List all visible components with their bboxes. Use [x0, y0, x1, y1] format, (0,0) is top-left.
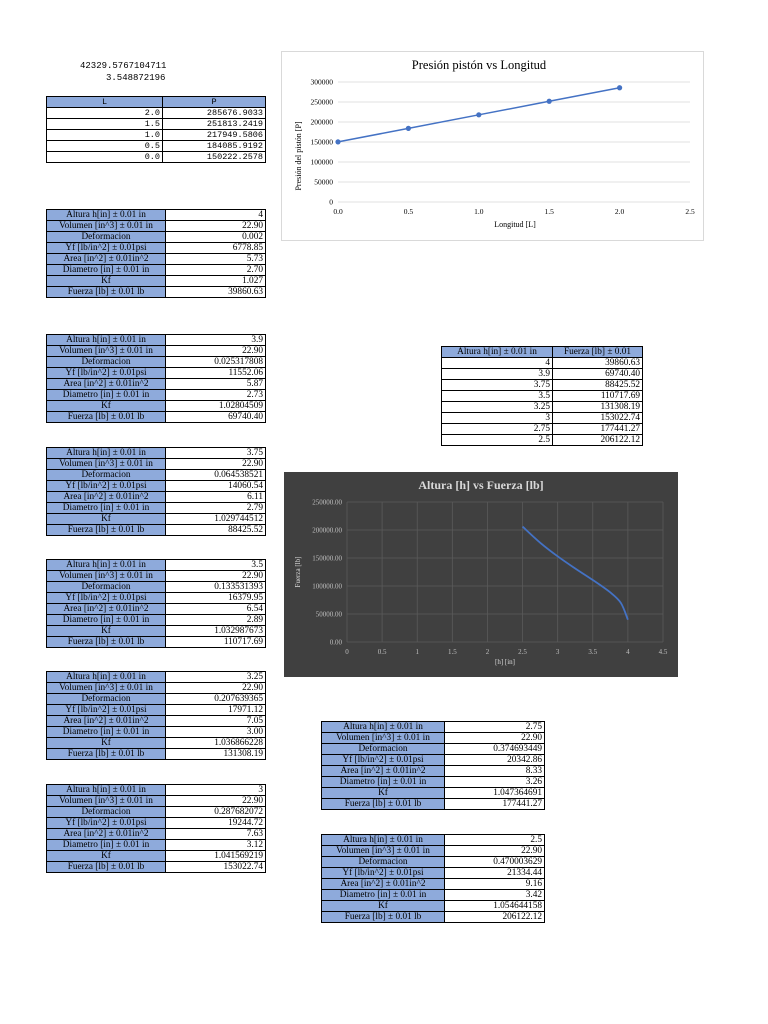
- row-label-volumen: Volumen [in^3] ± 0.01 in: [322, 733, 445, 744]
- y-tick-label: 0.00: [329, 638, 342, 647]
- parameter-block: [46, 447, 266, 536]
- cell-fuerza: 88425.52: [553, 380, 643, 391]
- presion-chart-svg: [282, 52, 703, 240]
- table-row: [47, 705, 266, 716]
- row-label-deformacion: Deformacion: [47, 232, 166, 243]
- row-label-yf: Yf [lb/in^2] ± 0.01psi: [47, 818, 166, 829]
- table-row: [47, 287, 266, 298]
- parameter-block: [46, 784, 266, 873]
- row-label-yf: Yf [lb/in^2] ± 0.01psi: [47, 593, 166, 604]
- lp-table: [46, 96, 266, 163]
- row-label-area: Area [in^2] ± 0.01in^2: [47, 254, 166, 265]
- row-label-kf: Kf: [322, 901, 445, 912]
- x-tick-label: 4: [626, 648, 630, 656]
- data-point: [335, 139, 340, 144]
- cell-fuerza: 131308.19: [553, 402, 643, 413]
- parameter-block: [46, 671, 266, 760]
- parameter-block: [46, 559, 266, 648]
- altura-fuerza-table: [441, 346, 643, 446]
- row-value-altura: 3.75: [166, 448, 266, 459]
- row-label-fuerza: Fuerza [lb] ± 0.01 lb: [47, 287, 166, 298]
- row-label-area: Area [in^2] ± 0.01in^2: [47, 492, 166, 503]
- row-value-deformacion: 0.207639365: [166, 694, 266, 705]
- fuerza-chart-svg: [284, 472, 678, 677]
- row-label-volumen: Volumen [in^3] ± 0.01 in: [47, 683, 166, 694]
- table-row: [47, 243, 266, 254]
- row-value-volumen: 22.90: [445, 846, 545, 857]
- row-value-area: 7.05: [166, 716, 266, 727]
- row-value-diametro: 3.00: [166, 727, 266, 738]
- y-tick-label: 100000.00: [312, 582, 342, 591]
- row-label-deformacion: Deformacion: [47, 582, 166, 593]
- row-value-yf: 16379.95: [166, 593, 266, 604]
- table-row: [47, 749, 266, 760]
- x-tick-label: 0.5: [377, 648, 387, 656]
- cell-fuerza: 206122.12: [553, 435, 643, 446]
- row-value-altura: 3.9: [166, 335, 266, 346]
- parameter-block: [321, 834, 545, 923]
- parameter-block: [46, 334, 266, 423]
- row-label-diametro: Diametro [in] ± 0.01 in: [322, 777, 445, 788]
- row-value-fuerza: 88425.52: [166, 525, 266, 536]
- row-label-fuerza: Fuerza [lb] ± 0.01 lb: [47, 637, 166, 648]
- row-value-altura: 3.5: [166, 560, 266, 571]
- table-row: [322, 766, 545, 777]
- row-value-volumen: 22.90: [166, 683, 266, 694]
- row-value-fuerza: 206122.12: [445, 912, 545, 923]
- x-tick-label: 0.0: [333, 207, 343, 216]
- table-row: [322, 755, 545, 766]
- y-tick-label: 250000.00: [312, 498, 342, 507]
- table-row: [47, 210, 266, 221]
- table-row: [47, 265, 266, 276]
- row-value-altura: 3: [166, 785, 266, 796]
- x-tick-label: 1: [415, 648, 419, 656]
- row-value-area: 6.54: [166, 604, 266, 615]
- row-label-altura: Altura h[in] ± 0.01 in: [322, 835, 445, 846]
- row-label-area: Area [in^2] ± 0.01in^2: [47, 716, 166, 727]
- row-label-fuerza: Fuerza [lb] ± 0.01 lb: [47, 525, 166, 536]
- cell-altura: 2.75: [442, 424, 553, 435]
- table-row: [47, 829, 266, 840]
- x-tick-label: 2: [485, 648, 490, 656]
- row-value-fuerza: 177441.27: [445, 799, 545, 810]
- x-tick-label: 0.5: [403, 207, 414, 216]
- table-row: [322, 777, 545, 788]
- x-axis-label: [h] [in]: [494, 658, 516, 666]
- y-tick-label: 0: [329, 197, 333, 207]
- row-value-volumen: 22.90: [166, 346, 266, 357]
- row-value-fuerza: 39860.63: [166, 287, 266, 298]
- row-label-diametro: Diametro [in] ± 0.01 in: [47, 265, 166, 276]
- row-label-deformacion: Deformacion: [47, 357, 166, 368]
- table-row: [47, 412, 266, 423]
- table-row: [47, 851, 266, 862]
- row-value-fuerza: 69740.40: [166, 412, 266, 423]
- y-axis-label: Presión del pistón [P]: [294, 121, 303, 191]
- chart-title: Presión pistón vs Longitud: [411, 58, 547, 72]
- y-tick-label: 200000.00: [312, 526, 342, 535]
- table-row: [442, 369, 643, 380]
- table-row: [47, 108, 266, 119]
- row-label-diametro: Diametro [in] ± 0.01 in: [47, 390, 166, 401]
- table-row: [47, 232, 266, 243]
- row-value-kf: 1.054644158: [445, 901, 545, 912]
- row-label-area: Area [in^2] ± 0.01in^2: [47, 604, 166, 615]
- row-label-kf: Kf: [47, 626, 166, 637]
- table-row: [322, 799, 545, 810]
- data-point: [406, 126, 411, 131]
- table-row: [47, 683, 266, 694]
- cell-fuerza: 39860.63: [553, 358, 643, 369]
- row-label-kf: Kf: [47, 851, 166, 862]
- row-label-altura: Altura h[in] ± 0.01 in: [47, 210, 166, 221]
- row-label-fuerza: Fuerza [lb] ± 0.01 lb: [47, 412, 166, 423]
- cell-altura: 3: [442, 413, 553, 424]
- cell-p: 285676.9033: [163, 108, 266, 119]
- x-tick-label: 3.5: [588, 648, 598, 656]
- row-value-deformacion: 0.374693449: [445, 744, 545, 755]
- row-value-diametro: 3.12: [166, 840, 266, 851]
- table-row: [442, 391, 643, 402]
- row-value-altura: 2.5: [445, 835, 545, 846]
- row-label-volumen: Volumen [in^3] ± 0.01 in: [47, 796, 166, 807]
- table-row: [47, 637, 266, 648]
- chart-title: Altura [h] vs Fuerza [lb]: [418, 478, 544, 492]
- row-label-fuerza: Fuerza [lb] ± 0.01 lb: [322, 912, 445, 923]
- table-row: [47, 346, 266, 357]
- row-label-deformacion: Deformacion: [47, 470, 166, 481]
- cell-altura: 3.9: [442, 369, 553, 380]
- row-label-altura: Altura h[in] ± 0.01 in: [47, 448, 166, 459]
- cell-l: 0.5: [47, 141, 163, 152]
- table-row: [47, 525, 266, 536]
- cell-altura: 3.25: [442, 402, 553, 413]
- row-label-volumen: Volumen [in^3] ± 0.01 in: [47, 221, 166, 232]
- row-label-kf: Kf: [47, 276, 166, 287]
- row-value-deformacion: 0.002: [166, 232, 266, 243]
- row-value-kf: 1.027: [166, 276, 266, 287]
- row-value-yf: 20342.86: [445, 755, 545, 766]
- table-row: [47, 807, 266, 818]
- y-tick-label: 250000: [310, 97, 333, 107]
- x-tick-label: 1.5: [447, 648, 457, 656]
- row-value-yf: 6778.85: [166, 243, 266, 254]
- row-label-deformacion: Deformacion: [47, 807, 166, 818]
- table-row: [322, 857, 545, 868]
- table-row: [322, 846, 545, 857]
- cell-altura: 4: [442, 358, 553, 369]
- row-label-diametro: Diametro [in] ± 0.01 in: [47, 727, 166, 738]
- row-value-yf: 11552.06: [166, 368, 266, 379]
- row-value-area: 7.63: [166, 829, 266, 840]
- cell-p: 150222.2578: [163, 152, 266, 163]
- table-row: [442, 358, 643, 369]
- table-row: [47, 254, 266, 265]
- row-label-kf: Kf: [322, 788, 445, 799]
- column-header-fuerza: Fuerza [lb] ± 0.01: [553, 347, 643, 358]
- table-row: [47, 560, 266, 571]
- row-label-altura: Altura h[in] ± 0.01 in: [47, 335, 166, 346]
- table-row: [47, 503, 266, 514]
- row-value-deformacion: 0.025317808: [166, 357, 266, 368]
- row-value-kf: 1.032987673: [166, 626, 266, 637]
- table-row: [47, 593, 266, 604]
- cell-altura: 3.75: [442, 380, 553, 391]
- y-axis-label: Fuerza [lb]: [294, 556, 302, 588]
- row-value-volumen: 22.90: [166, 459, 266, 470]
- row-label-kf: Kf: [47, 514, 166, 525]
- row-value-yf: 14060.54: [166, 481, 266, 492]
- table-row: [47, 481, 266, 492]
- table-row: [47, 357, 266, 368]
- row-value-diametro: 2.73: [166, 390, 266, 401]
- table-row: [322, 733, 545, 744]
- row-label-kf: Kf: [47, 738, 166, 749]
- table-row: [47, 604, 266, 615]
- row-label-volumen: Volumen [in^3] ± 0.01 in: [47, 571, 166, 582]
- row-label-deformacion: Deformacion: [322, 744, 445, 755]
- table-row: [47, 459, 266, 470]
- table-row: [47, 738, 266, 749]
- table-row: [47, 470, 266, 481]
- column-header-l: L: [47, 97, 163, 108]
- table-row: [47, 571, 266, 582]
- row-label-altura: Altura h[in] ± 0.01 in: [47, 785, 166, 796]
- row-value-kf: 1.047364691: [445, 788, 545, 799]
- fuerza-chart[interactable]: [284, 472, 678, 677]
- cell-altura: 3.5: [442, 391, 553, 402]
- presion-chart[interactable]: [281, 51, 704, 241]
- row-value-yf: 21334.44: [445, 868, 545, 879]
- row-label-diametro: Diametro [in] ± 0.01 in: [322, 890, 445, 901]
- row-value-altura: 3.25: [166, 672, 266, 683]
- table-row: [47, 130, 266, 141]
- row-value-area: 5.73: [166, 254, 266, 265]
- cell-fuerza: 110717.69: [553, 391, 643, 402]
- row-value-kf: 1.029744512: [166, 514, 266, 525]
- cell-l: 2.0: [47, 108, 163, 119]
- top-value-1: 42329.5767104711: [80, 61, 167, 71]
- row-value-diametro: 2.70: [166, 265, 266, 276]
- row-label-area: Area [in^2] ± 0.01in^2: [322, 766, 445, 777]
- table-header-row: [442, 347, 643, 358]
- table-row: [47, 626, 266, 637]
- row-value-fuerza: 131308.19: [166, 749, 266, 760]
- row-label-diametro: Diametro [in] ± 0.01 in: [47, 503, 166, 514]
- cell-l: 0.0: [47, 152, 163, 163]
- table-row: [322, 835, 545, 846]
- row-value-area: 5.87: [166, 379, 266, 390]
- row-label-deformacion: Deformacion: [47, 694, 166, 705]
- x-tick-label: 2.5: [685, 207, 695, 216]
- y-tick-label: 150000.00: [312, 554, 342, 563]
- row-value-diametro: 2.89: [166, 615, 266, 626]
- x-tick-label: 3: [555, 648, 560, 656]
- row-value-altura: 2.75: [445, 722, 545, 733]
- cell-altura: 2.5: [442, 435, 553, 446]
- row-value-kf: 1.041569219: [166, 851, 266, 862]
- y-tick-label: 200000: [310, 117, 333, 127]
- y-tick-label: 300000: [310, 77, 333, 87]
- x-tick-label: 2.5: [518, 648, 527, 656]
- column-header-altura: Altura h[in] ± 0.01 in: [442, 347, 553, 358]
- table-row: [322, 744, 545, 755]
- row-label-diametro: Diametro [in] ± 0.01 in: [47, 615, 166, 626]
- row-label-altura: Altura h[in] ± 0.01 in: [47, 672, 166, 683]
- row-value-yf: 19244.72: [166, 818, 266, 829]
- cell-p: 251813.2419: [163, 119, 266, 130]
- table-row: [47, 492, 266, 503]
- table-row: [47, 368, 266, 379]
- x-axis-label: Longitud [L]: [494, 220, 536, 229]
- table-row: [47, 152, 266, 163]
- row-label-fuerza: Fuerza [lb] ± 0.01 lb: [47, 862, 166, 873]
- x-tick-label: 2.0: [614, 207, 625, 216]
- row-label-volumen: Volumen [in^3] ± 0.01 in: [322, 846, 445, 857]
- row-value-fuerza: 110717.69: [166, 637, 266, 648]
- row-value-area: 8.33: [445, 766, 545, 777]
- row-label-altura: Altura h[in] ± 0.01 in: [47, 560, 166, 571]
- parameter-block: [321, 721, 545, 810]
- table-row: [442, 402, 643, 413]
- table-header-row: [47, 97, 266, 108]
- row-label-yf: Yf [lb/in^2] ± 0.01psi: [47, 705, 166, 716]
- table-row: [47, 615, 266, 626]
- table-row: [47, 862, 266, 873]
- row-value-volumen: 22.90: [445, 733, 545, 744]
- series-line: [523, 527, 628, 620]
- table-row: [47, 221, 266, 232]
- row-label-kf: Kf: [47, 401, 166, 412]
- row-value-kf: 1.036866228: [166, 738, 266, 749]
- row-value-diametro: 3.26: [445, 777, 545, 788]
- row-value-volumen: 22.90: [166, 571, 266, 582]
- row-label-area: Area [in^2] ± 0.01in^2: [47, 829, 166, 840]
- table-row: [47, 514, 266, 525]
- row-value-deformacion: 0.287682072: [166, 807, 266, 818]
- row-label-yf: Yf [lb/in^2] ± 0.01psi: [47, 243, 166, 254]
- data-point: [617, 85, 622, 90]
- row-label-area: Area [in^2] ± 0.01in^2: [47, 379, 166, 390]
- table-row: [47, 694, 266, 705]
- x-tick-label: 0: [345, 648, 349, 656]
- table-row: [47, 818, 266, 829]
- y-tick-label: 50000: [314, 177, 333, 187]
- row-value-deformacion: 0.133531393: [166, 582, 266, 593]
- cell-l: 1.5: [47, 119, 163, 130]
- y-tick-label: 50000.00: [315, 610, 342, 619]
- x-tick-label: 1.5: [544, 207, 554, 216]
- table-row: [322, 788, 545, 799]
- table-row: [47, 119, 266, 130]
- table-row: [47, 785, 266, 796]
- table-row: [322, 722, 545, 733]
- table-row: [322, 912, 545, 923]
- row-label-volumen: Volumen [in^3] ± 0.01 in: [47, 459, 166, 470]
- row-label-deformacion: Deformacion: [322, 857, 445, 868]
- table-row: [442, 380, 643, 391]
- row-label-fuerza: Fuerza [lb] ± 0.01 lb: [322, 799, 445, 810]
- cell-fuerza: 177441.27: [553, 424, 643, 435]
- row-value-yf: 17971.12: [166, 705, 266, 716]
- table-row: [47, 335, 266, 346]
- row-label-yf: Yf [lb/in^2] ± 0.01psi: [322, 755, 445, 766]
- row-value-deformacion: 0.470003629: [445, 857, 545, 868]
- cell-fuerza: 69740.40: [553, 369, 643, 380]
- column-header-p: P: [163, 97, 266, 108]
- cell-l: 1.0: [47, 130, 163, 141]
- table-row: [442, 413, 643, 424]
- row-value-diametro: 3.42: [445, 890, 545, 901]
- row-value-fuerza: 153022.74: [166, 862, 266, 873]
- table-row: [322, 901, 545, 912]
- table-row: [322, 868, 545, 879]
- row-value-volumen: 22.90: [166, 796, 266, 807]
- table-row: [47, 448, 266, 459]
- table-row: [442, 424, 643, 435]
- y-tick-label: 150000: [310, 137, 333, 147]
- cell-fuerza: 153022.74: [553, 413, 643, 424]
- cell-p: 217949.5806: [163, 130, 266, 141]
- row-label-yf: Yf [lb/in^2] ± 0.01psi: [47, 368, 166, 379]
- table-row: [47, 141, 266, 152]
- row-value-diametro: 2.79: [166, 503, 266, 514]
- table-row: [47, 276, 266, 287]
- top-value-2: 3.548872196: [106, 73, 166, 83]
- row-label-altura: Altura h[in] ± 0.01 in: [322, 722, 445, 733]
- table-row: [47, 716, 266, 727]
- x-tick-label: 1.0: [474, 207, 484, 216]
- row-value-deformacion: 0.064538521: [166, 470, 266, 481]
- y-tick-label: 100000: [310, 157, 333, 167]
- table-row: [47, 727, 266, 738]
- row-label-diametro: Diametro [in] ± 0.01 in: [47, 840, 166, 851]
- row-value-kf: 1.02804509: [166, 401, 266, 412]
- row-label-area: Area [in^2] ± 0.01in^2: [322, 879, 445, 890]
- table-row: [47, 796, 266, 807]
- x-tick-label: 4.5: [658, 648, 668, 656]
- row-value-altura: 4: [166, 210, 266, 221]
- row-label-yf: Yf [lb/in^2] ± 0.01psi: [322, 868, 445, 879]
- row-label-yf: Yf [lb/in^2] ± 0.01psi: [47, 481, 166, 492]
- parameter-block: [46, 209, 266, 298]
- table-row: [47, 390, 266, 401]
- table-row: [322, 879, 545, 890]
- row-value-volumen: 22.90: [166, 221, 266, 232]
- table-row: [47, 840, 266, 851]
- cell-p: 184085.9192: [163, 141, 266, 152]
- table-row: [47, 672, 266, 683]
- data-point: [476, 112, 481, 117]
- table-row: [47, 379, 266, 390]
- row-label-volumen: Volumen [in^3] ± 0.01 in: [47, 346, 166, 357]
- table-row: [322, 890, 545, 901]
- table-row: [47, 582, 266, 593]
- data-point: [547, 99, 552, 104]
- row-value-area: 6.11: [166, 492, 266, 503]
- table-row: [47, 401, 266, 412]
- table-row: [442, 435, 643, 446]
- row-value-area: 9.16: [445, 879, 545, 890]
- row-label-fuerza: Fuerza [lb] ± 0.01 lb: [47, 749, 166, 760]
